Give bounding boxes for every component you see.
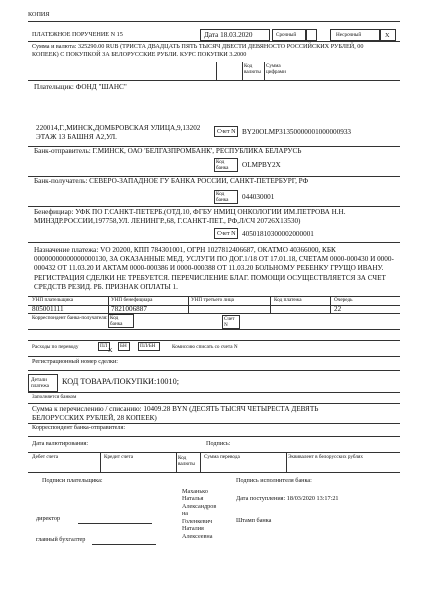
- urgency-mark: X: [385, 32, 390, 39]
- benef-bank-label: Банк-получатель: СЕВЕРО-ЗАПАДНОЕ ГУ БАНКА РОССИИ, САНКТ-ПЕТЕРБУРГ, РФ: [34, 177, 309, 185]
- benef-bank-code: 044030001: [242, 193, 275, 201]
- director-label: директор: [36, 515, 61, 522]
- payer-label: Плательщик: ФОНД "ШАНС": [34, 83, 127, 91]
- valuation-signature-label: Подпись:: [206, 440, 231, 447]
- valuation-date-label: Дата валютирования:: [32, 440, 89, 447]
- amount-text: Сумма и валюта: 325290.00 RUB (ТРИСТА ДВАДЦАТЬ ПЯТЬ ТЫСЯЧ ДВЕСТИ ДЕВЯНОСТО РОССИЙСКИХ РУБЛЕЙ, 00 КОПЕЕК) С ПОКУПКОЙ ЗА БЕЛОРУССКИЕ РУБЛИ. КУРС ПОКУПКИ 3.2000: [32, 43, 364, 59]
- copy-label: КОПИЯ: [28, 11, 50, 18]
- director-name: Маханько Наталья Александров на: [182, 488, 217, 518]
- expense-pl: ПЛ: [100, 343, 108, 349]
- commission-label: Комиссию списать со счета N: [172, 344, 238, 350]
- doc-date: Дата 18.03.2020: [204, 31, 253, 39]
- benef-bank-code-label: Код банка: [216, 191, 229, 203]
- accountant-label: главный бухгалтер: [36, 536, 86, 543]
- unp-payer-label: УНП плательщика: [32, 297, 74, 303]
- queue-label: Очередь: [334, 297, 353, 303]
- payer-signatures-label: Подписи плательщика:: [42, 477, 103, 484]
- beneficiary-text: Бенефициар: УФК ПО Г.САНКТ-ПЕТЕРБ.(ОТД.10, ФГБУ НМИЦ ОНКОЛОГИИ ИМ.ПЕТРОВА Н.Н. МИНЗДР.РОССИИ,197758,УЛ. ЛЕНИНГР.,68, Г.САНКТ-ПЕТ., РФ,Л/СЧ 20726Х13530): [34, 208, 346, 225]
- code-currency-label: Код валюты: [244, 63, 261, 75]
- unp-payer: 805001111: [32, 305, 64, 313]
- col-debit: Дебет счета: [32, 454, 59, 460]
- unp-benef-label: УНП бенефициара: [111, 297, 153, 303]
- corr-code-bank-label: Код банка: [110, 315, 123, 327]
- corr-account-label: Счет N: [224, 316, 235, 328]
- details-value: КОД ТОВАРА/ПОКУПКИ:10010;: [62, 377, 179, 386]
- unp-third-label: УНП третьего лица: [191, 297, 234, 303]
- doc-title: ПЛАТЕЖНОЕ ПОРУЧЕНИЕ N 15: [32, 31, 123, 38]
- corr-sender-label: Корреспондент банка-отправителя:: [32, 424, 126, 431]
- expenses-label: Расходы по переводу: [32, 344, 79, 350]
- stamp-label: Штамп банка: [236, 517, 272, 524]
- expense-bn: БН: [120, 343, 127, 349]
- expense-x: X: [108, 347, 113, 354]
- unp-benef: 7821006887: [111, 305, 147, 313]
- bank-fill-label: Заполняется банком: [32, 394, 77, 400]
- receipt-date: Дата поступления: 18/03/2020 13:17:21: [236, 495, 339, 502]
- benef-account: 40501810300002000001: [242, 230, 314, 238]
- col-currency: Код валюты: [178, 455, 195, 467]
- sum-digits-label: Сумма цифрами: [266, 63, 286, 75]
- payment-code-label: Код платежа: [274, 297, 302, 303]
- urgency-label: Срочный: [276, 32, 297, 38]
- payer-bank-code: OLMPBY2X: [242, 161, 281, 169]
- transfer-sum-text: Сумма к перечислению / списанию: 10409.28 BYN (ДЕСЯТЬ ТЫСЯЧ ЧЕТЫРЕСТА ДЕВЯТЬ БЕЛОРУССКИХ РУБЛЕЙ, 28 КОПЕЕК): [32, 405, 319, 422]
- executor-signature-label: Подпись исполнителя банка:: [236, 477, 312, 484]
- col-sum: Сумма перевода: [204, 454, 240, 460]
- payer-account: BY20OLMP31350000001000000933: [242, 128, 352, 136]
- col-equivalent: Эквивалент в белорусских рублях: [288, 454, 363, 460]
- urgency-checkbox[interactable]: [306, 29, 317, 41]
- benef-account-label: Счет N: [217, 230, 236, 237]
- accountant-name: Голенкевич Наталия Алексеевна: [182, 518, 213, 540]
- col-credit: Кредит счета: [104, 454, 134, 460]
- details-label: Детали платежа: [31, 377, 49, 389]
- payer-account-label: Счет N: [217, 128, 236, 135]
- payer-address: 220014,Г.,МИНСК,ДОМБРОВСКАЯ УЛИЦА,9,13202 ЭТАЖ 13 БАШНЯ А2,УЛ.: [36, 124, 201, 141]
- payer-bank-code-label: Код банка: [216, 159, 229, 171]
- purpose-text: Назначение платежа: VO 20200, КПП 784301001, ОГРН 1027812406687, ОКАТМО 40366000, КБК 00000000000000000130, ЗА ОКАЗАННЫЕ МЕД. УСЛУГИ ПО ДОГ.1/18 ОТ 17.01.18, СЧЕТАМ 0000-000430 И 0000-000432 ОТ 11.03.20 И АКТАМ 0000-000386 И 0000-000388 ОТ 11.03.20 БОЛЬНОМУ РЕБЕНКУ ГРУЩО ИВАНУ. РЕГИСТРАЦИЯ СДЕЛКИ НЕ ТРЕБУЕТСЯ. ПЕРЕЧИСЛЕНИЕ БЛАГ. ПОМОЩИ ОСУЩЕСТВЛЯЕТСЯ ЗА СЧЕТ СРЕДСТВ РЕЗИД. РБ. ПРИЗНАК ОПЛАТЫ 1.: [34, 246, 394, 291]
- payer-bank-label: Банк-отправитель: Г.МИНСК, ОАО 'БЕЛГАЗПРОМБАНК', РЕСПУБЛИКА БЕЛАРУСЬ: [34, 147, 302, 155]
- queue-value: 22: [334, 305, 342, 313]
- expense-plbn: ПЛ/БН: [140, 343, 156, 349]
- corr-payer-label: Корреспондент банка-получателя:: [32, 315, 108, 321]
- registration-label: Регистрационный номер сделки:: [32, 358, 119, 365]
- urgency2-label: Несрочный: [336, 32, 362, 38]
